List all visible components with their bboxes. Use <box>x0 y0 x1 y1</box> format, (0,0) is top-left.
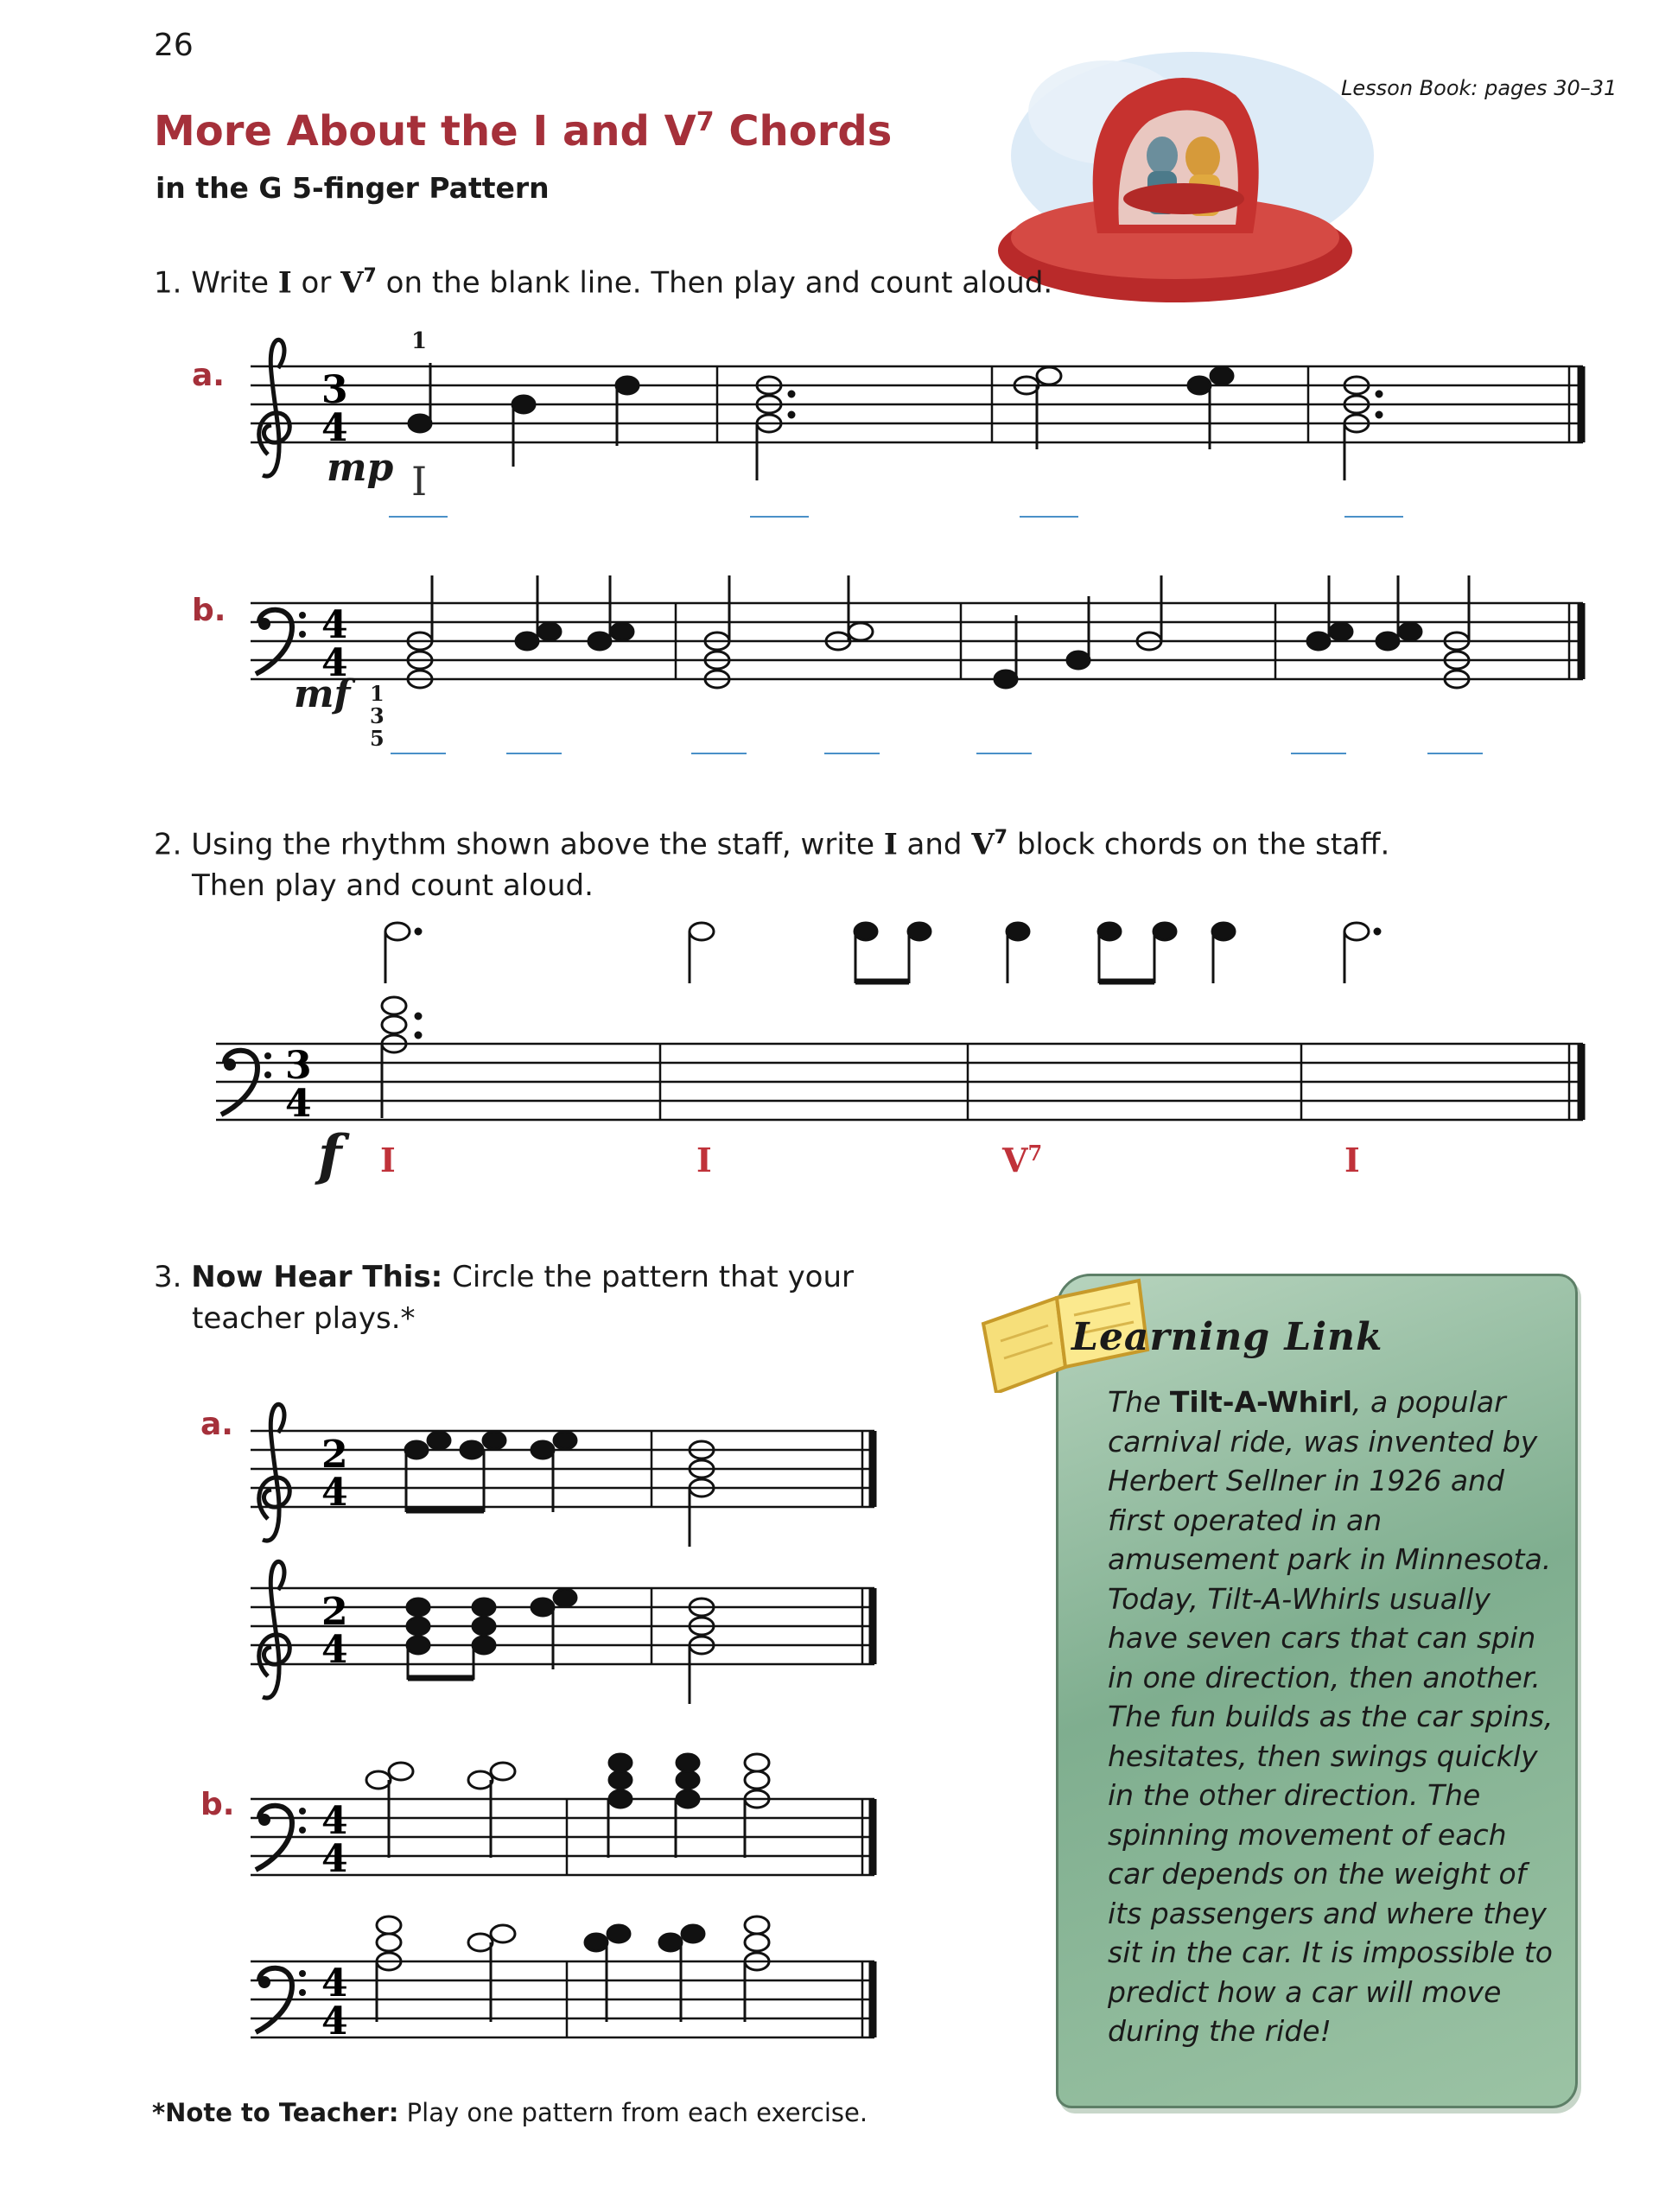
learning-link-title: Learning Link <box>1071 1315 1383 1359</box>
ex2-numeral-sup: 7 <box>994 827 1008 849</box>
time-signature-4-4-b-bottom: 4 <box>321 1837 348 1881</box>
page-subtitle: in the G 5-finger Pattern <box>156 171 550 205</box>
treble-clef-icon-3a1 <box>259 1404 290 1541</box>
exercise-2-dynamic: f <box>318 1123 342 1188</box>
chord-4-numeral: I <box>1344 1141 1360 1179</box>
time-signature-2-4-a-bottom: 4 <box>321 1471 348 1515</box>
ex1-text-a: Write <box>191 265 278 301</box>
ex2-text-and: and <box>897 827 972 862</box>
chord-3-sup: 7 <box>1027 1141 1043 1166</box>
chord-3-numeral: V <box>1002 1141 1028 1180</box>
time-signature-4-4: 4 <box>321 603 348 647</box>
page-title-main: More About the I and V <box>154 107 696 156</box>
time-signature-4-4-bottom: 4 <box>321 641 348 685</box>
exercise-1a-answer: I <box>411 458 428 505</box>
teacher-footnote <box>152 2098 868 2127</box>
time-signature-2-4-a: 2 <box>321 1433 348 1477</box>
notes-1b <box>408 575 1469 688</box>
notes-1a <box>409 363 1382 480</box>
notes-3b-2 <box>377 1916 769 2022</box>
ex1-numeral-i: I <box>277 265 292 301</box>
exercise-2-number: 2. <box>154 827 182 862</box>
exercise-3a-label: a. <box>200 1407 233 1442</box>
chord-1-numeral: I <box>380 1141 396 1179</box>
ex2-line-2: Then play and count aloud. <box>192 868 594 904</box>
ex3-line-2: teacher plays.* <box>192 1301 416 1336</box>
rhythm-pattern <box>385 923 1380 983</box>
finger-5: 5 <box>370 726 385 751</box>
ex2-numeral-i: I <box>883 827 898 862</box>
time-signature-2-4-a2: 2 <box>321 1590 348 1634</box>
ex3-heading: Now Hear This: <box>191 1260 443 1294</box>
lesson-reference: Lesson Book: pages 30–31 <box>1341 76 1618 100</box>
exercise-3b-label: b. <box>200 1787 235 1822</box>
time-signature-4-4-b2: 4 <box>321 1961 348 2005</box>
learning-link-intro: The <box>1108 1385 1170 1419</box>
staff-2 <box>216 1044 1583 1120</box>
page-title-sup: 7 <box>696 107 715 137</box>
exercise-1b-label: b. <box>192 593 226 628</box>
time-signature-2-4-a2-bottom: 4 <box>321 1628 348 1672</box>
ex2-text-a: Using the rhythm shown above the staff, write <box>191 827 884 862</box>
exercise-1a-label: a. <box>192 358 225 393</box>
exercise-1a-fingering: 1 <box>411 328 428 354</box>
finger-3: 3 <box>370 703 385 728</box>
staff-1a <box>251 366 1583 442</box>
ex1-numeral-sup: 7 <box>363 265 377 287</box>
ex1-numeral-v: V <box>340 265 364 301</box>
learning-link-body: , a popular carnival ride, was invented by Herbert Sellner in 1926 and first operated in an amusement park in Minnesota. Today, Tilt-A-Whirls usually have seven cars that can spin in one direction, then another. The fun builds as the car spins, hesitates, then swings quickly in the other direction. The spinning movement of each car depends on the weight of its passengers and where they sit in the car. It is impossible to predict how a car will move during the ride! <box>1108 1385 1554 2048</box>
footnote-text: Play one pattern from each exercise. <box>398 2098 868 2127</box>
page-title-end: Chords <box>714 107 893 156</box>
chord-2-numeral: I <box>696 1141 712 1179</box>
time-signature-3-4-ex2-bottom: 4 <box>285 1082 312 1126</box>
ex1-text-or: or <box>291 265 341 301</box>
page-number: 26 <box>154 28 194 63</box>
time-signature-4-4-b2-bottom: 4 <box>321 1999 348 2044</box>
ex2-text-b: block chords on the staff. <box>1007 827 1390 862</box>
learning-link-bold: Tilt-A-Whirl <box>1169 1385 1353 1419</box>
ex2-numeral-v: V <box>971 827 995 862</box>
footnote-label: *Note to Teacher: <box>152 2098 399 2127</box>
treble-clef-icon <box>259 340 290 476</box>
ex3-text: Circle the pattern that your <box>442 1260 855 1294</box>
time-signature-3-4-ex2: 3 <box>285 1044 312 1088</box>
exercise-1-number: 1. <box>154 265 182 301</box>
exercise-3-number: 3. <box>154 1260 182 1294</box>
time-signature-3-4: 3 <box>321 368 348 412</box>
treble-clef-icon-3a2 <box>259 1561 290 1698</box>
time-signature-3-4-bottom: 4 <box>321 406 348 450</box>
learning-link-text <box>1108 1382 1557 2051</box>
time-signature-4-4-b: 4 <box>321 1799 348 1843</box>
finger-1: 1 <box>370 681 385 706</box>
ex1-text-b: on the blank line. Then play and count aloud. <box>376 265 1053 301</box>
exercise-1a-dynamic: mp <box>327 446 394 490</box>
exercise-1b-dynamic: mf <box>294 672 351 716</box>
